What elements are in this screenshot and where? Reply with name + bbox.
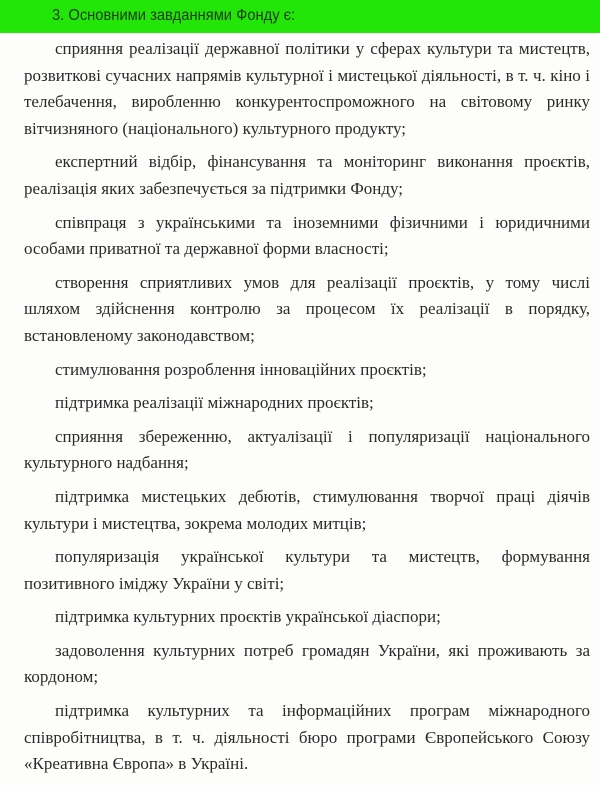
list-item: задоволення культурних потреб громадян України, які проживають за кордоном; [24,640,590,687]
list-item: підтримка мистецьких дебютів, стимулювання творчої праці діячів культури і мистецтва, зокрема молодих митців; [24,486,590,533]
list-item: підтримка реалізації міжнародних проєктів; [55,393,374,413]
list-item: сприяння реалізації державної політики у сферах культури та мистецтв, розвиткові сучасних напрямів культурної і мистецької діяльності, в т. ч. кіно і телебачення, виробленню конкурентоспроможного на світовому ринку вітчизняного (національного) культурного продукту; [24,39,590,138]
document-body [24,36,590,785]
highlighted-heading [0,0,600,33]
list-item: сприяння збереженню, актуалізації і популяризації національного культурного надбання; [24,426,590,473]
list-item: підтримка культурних проєктів української діаспори; [55,607,441,627]
list-item: створення сприятливих умов для реалізації проєктів, у тому числі шляхом здійснення контролю за процесом їх реалізації в порядку, встановленому законодавством; [24,272,590,345]
list-item: підтримка культурних та інформаційних програм міжнародного співробітництва, в т. ч. діяльності бюро програми Європейського Союзу «Креативна Європа» в Україні. [24,701,590,774]
list-item: популяризація української культури та мистецтв, формування позитивного іміджу України у світі; [24,547,590,593]
list-item: експертний відбір, фінансування та моніторинг виконання проєктів, реалізація яких забезпечується за підтримки Фонду; [24,152,590,198]
section-heading: 3. Основними завданнями Фонду є: [52,7,296,24]
list-item: стимулювання розроблення інноваційних проєктів; [55,359,427,379]
list-item: співпраця з українськими та іноземними фізичними і юридичними особами приватної та державної форми власності; [24,212,590,259]
